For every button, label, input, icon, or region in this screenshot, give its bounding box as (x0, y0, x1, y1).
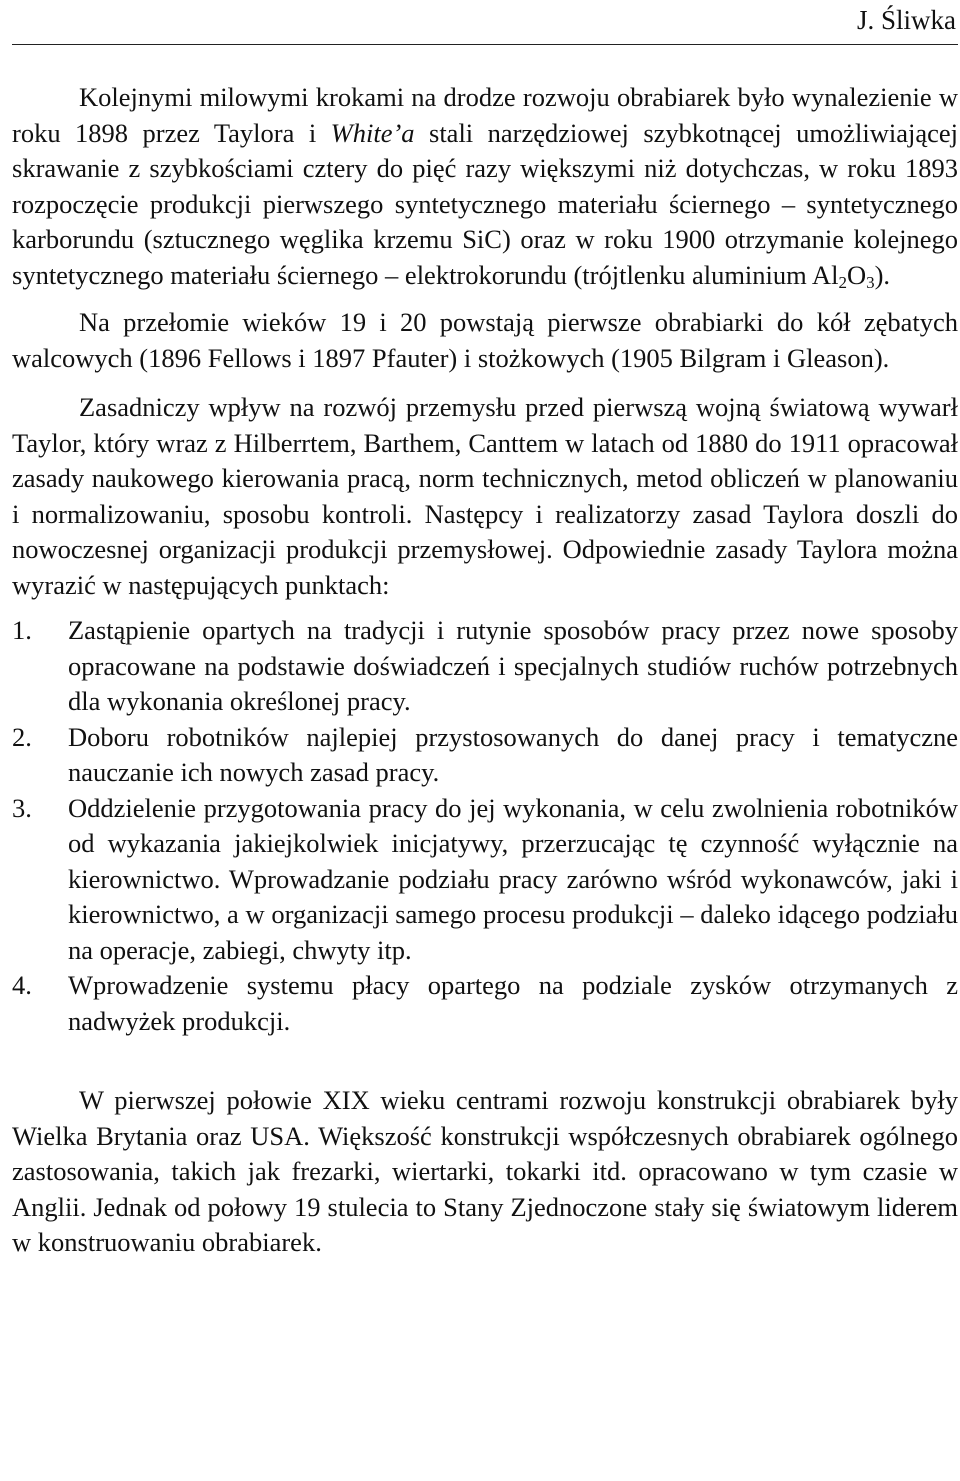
p1-subscript-2: 2 (838, 272, 847, 292)
p1-text-a: Kolejnymi milowymi krokami na drodze rozwoju obrabiarek było wynalezienie w roku 1898 przez Taylora i (12, 82, 958, 148)
list-item-text: Oddzielenie przygotowania pracy do jej wykonania, w celu zwolnienia robotników od wykazania jakiejkolwiek inicjatywy, przerzucając tę czynność wyłącznie na kierownictwo. Wprowadzanie podziału pracy zarówno wśród wykonawców, jaki i kierownictwo, a w organizacji samego procesu produkcji – daleko idącego podziału na operacje, zabiegi, chwyty itp. (68, 792, 958, 965)
list-item-number: 4. (12, 970, 32, 1000)
list-item-text: Doboru robotników najlepiej przystosowanych do danej pracy i tematyczne nauczanie ich nowych zasad pracy. (68, 721, 958, 787)
body-text (12, 80, 958, 1261)
list-item-number: 1. (12, 615, 32, 645)
p1-subscript-3: 3 (866, 272, 875, 292)
list-item (12, 968, 958, 1039)
p1-italic-name: White’a (330, 117, 415, 148)
paragraph-gear-machines: Na przełomie wieków 19 i 20 powstają pierwsze obrabiarki do kół zębatych walcowych (1896 Fellows i 1897 Pfauter) i stożkowych (1905 Bilgram i Gleason). (12, 307, 958, 373)
paragraph-milestones (12, 80, 958, 293)
list-item-text: Wprowadzenie systemu płacy opartego na podziale zysków otrzymanych z nadwyżek produkcji. (68, 970, 958, 1036)
header-rule (12, 44, 958, 45)
list-item (12, 791, 958, 969)
list-item-number: 2. (12, 721, 32, 752)
paragraph-development-centers: W pierwszej połowie XIX wieku centrami rozwoju konstrukcji obrabiarek były Wielka Brytania oraz USA. Większość konstrukcji współczesnych obrabiarek ogólnego zastosowania, takich jak frezarki, wiertarki, tokarki itd. opracowano w tym czasie w Anglii. Jednak od połowy 19 stulecia to Stany Zjednoczone stały się światowym liderem w konstruowaniu obrabiarek. (12, 1085, 958, 1257)
running-header-author: J. Śliwka (856, 5, 956, 35)
list-item-number: 3. (12, 792, 32, 823)
paragraph-taylor: Zasadniczy wpływ na rozwój przemysłu przed pierwszą wojną światową wywarł Taylor, który wraz z Hilberrtem, Barthem, Canttem w latach od 1880 do 1911 opracował zasady naukowego kierowania pracą, norm technicznych, metod obliczeń w planowaniu i normalizowaniu, sposobu kontroli. Następcy i realizatorzy zasad Taylora doszli do nowoczesnej organizacji produkcji przemysłowej. Odpowiednie zasady Taylora można wyrazić w następujących punktach: (12, 392, 958, 600)
p1-text-d: ). (874, 259, 891, 290)
p1-text-c: O (846, 259, 867, 290)
list-item (12, 613, 958, 720)
p1-text-b: stali narzędziowej szybkotnącej umożliwiającej skrawanie z szybkościami cztery do pięć razy większymi niż dotychczas, w roku 1893 rozpoczęcie produkcji pierwszego syntetycznego materiału ściernego – syntetycznego karborundu (sztucznego węglika krzemu SiC) oraz w roku 1900 otrzymanie kolejnego syntetycznego materiału ściernego – elektrokorundu (trójtlenku aluminium Al (12, 117, 958, 290)
taylor-principles-list (12, 613, 958, 1039)
list-item (12, 720, 958, 791)
list-item-text: Zastąpienie opartych na tradycji i rutynie sposobów pracy przez nowe sposoby opracowane na podstawie doświadczeń i specjalnych studiów ruchów potrzebnych dla wykonania określonej pracy. (68, 615, 958, 716)
